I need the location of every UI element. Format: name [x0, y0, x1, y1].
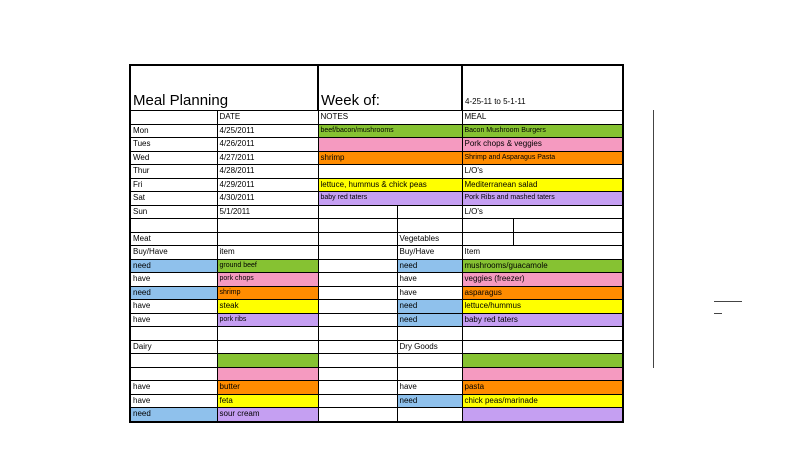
inventory-row [130, 408, 623, 422]
meal-cell[interactable]: Mediterranean salad [462, 178, 623, 192]
day-cell[interactable]: Wed [130, 151, 217, 165]
margin-mark [714, 313, 722, 314]
week-label: Week of: [318, 65, 462, 111]
veg-buyhave-header[interactable]: Buy/Have [397, 246, 462, 260]
dairy-item-cell[interactable] [217, 354, 318, 368]
dry-status-cell[interactable]: have [397, 381, 462, 395]
blank-cell[interactable] [318, 394, 397, 408]
notes-cell[interactable] [318, 165, 462, 179]
vegetables-label[interactable]: Vegetables [397, 232, 462, 246]
meat-item-cell[interactable]: steak [217, 300, 318, 314]
notes-cell[interactable] [318, 138, 462, 152]
blank-cell[interactable] [217, 327, 318, 341]
meat-buyhave-header[interactable]: Buy/Have [130, 246, 217, 260]
meal-cell[interactable]: Pork Ribs and mashed taters [462, 192, 623, 206]
notes-cell[interactable]: baby red taters [318, 192, 462, 206]
veg-status-cell[interactable]: have [397, 286, 462, 300]
schedule-row-fri [130, 178, 623, 192]
dry-item-cell[interactable] [462, 367, 623, 381]
dairy-item-cell[interactable] [217, 367, 318, 381]
margin-mark [714, 301, 742, 302]
date-cell[interactable]: 4/29/2011 [217, 178, 318, 192]
date-cell[interactable]: 4/28/2011 [217, 165, 318, 179]
meat-veg-header-row [130, 246, 623, 260]
blank-cell[interactable] [462, 219, 513, 233]
blank-cell[interactable] [318, 408, 397, 422]
meat-status-cell[interactable]: have [130, 313, 217, 327]
schedule-row-mon [130, 124, 623, 138]
veg-item-cell[interactable]: mushrooms/guacamole [462, 259, 623, 273]
meat-status-cell[interactable]: need [130, 286, 217, 300]
dairy-item-cell[interactable]: sour cream [217, 408, 318, 422]
blank-cell[interactable] [513, 232, 623, 246]
blank-cell[interactable] [318, 259, 397, 273]
dry-status-cell[interactable]: need [397, 394, 462, 408]
dairy-status-cell[interactable]: need [130, 408, 217, 422]
veg-status-cell[interactable]: need [397, 300, 462, 314]
blank-cell[interactable] [318, 219, 397, 233]
schedule-header-row [130, 111, 623, 125]
meat-status-cell[interactable]: have [130, 273, 217, 287]
meal-cell[interactable]: Pork chops & veggies [462, 138, 623, 152]
date-header[interactable]: DATE [217, 111, 318, 125]
meat-label[interactable]: Meat [130, 232, 217, 246]
notes-cell[interactable] [318, 205, 397, 219]
notes-cell[interactable]: shrimp [318, 151, 462, 165]
blank-cell[interactable] [318, 327, 397, 341]
dairy-status-cell[interactable] [130, 367, 217, 381]
blank-cell[interactable] [318, 381, 397, 395]
meal-cell[interactable]: Shrimp and Asparagus Pasta [462, 151, 623, 165]
notes-header[interactable]: NOTES [318, 111, 462, 125]
blank-cell[interactable] [397, 205, 462, 219]
dry-item-cell[interactable]: chick peas/marinade [462, 394, 623, 408]
blank-cell[interactable] [397, 327, 462, 341]
blank-cell[interactable] [217, 219, 318, 233]
spacer-row [130, 219, 623, 233]
dairy-status-cell[interactable]: have [130, 394, 217, 408]
blank-cell[interactable] [217, 340, 318, 354]
dry-item-cell[interactable] [462, 354, 623, 368]
blank-cell[interactable] [513, 219, 623, 233]
meat-status-cell[interactable]: need [130, 259, 217, 273]
dairy-item-cell[interactable]: feta [217, 394, 318, 408]
blank-cell[interactable] [318, 232, 397, 246]
veg-status-cell[interactable]: need [397, 259, 462, 273]
dairy-dry-label-row [130, 340, 623, 354]
blank-cell[interactable] [318, 367, 397, 381]
meal-cell[interactable]: L/O's [462, 205, 623, 219]
meat-item-cell[interactable]: ground beef [217, 259, 318, 273]
blank-cell[interactable] [318, 313, 397, 327]
inventory-row [130, 354, 623, 368]
day-cell[interactable]: Sun [130, 205, 217, 219]
dry-item-cell[interactable] [462, 408, 623, 422]
veg-item-header[interactable]: Item [462, 246, 623, 260]
inventory-row [130, 367, 623, 381]
day-header-cell[interactable] [130, 111, 217, 125]
schedule-row-thur [130, 165, 623, 179]
blank-cell[interactable] [397, 219, 462, 233]
inventory-row [130, 394, 623, 408]
inventory-row [130, 259, 623, 273]
blank-cell[interactable] [130, 219, 217, 233]
meat-item-cell[interactable]: pork chops [217, 273, 318, 287]
date-cell[interactable]: 4/25/2011 [217, 124, 318, 138]
dairy-status-cell[interactable]: have [130, 381, 217, 395]
day-cell[interactable]: Mon [130, 124, 217, 138]
header-row [130, 65, 623, 111]
meat-item-header[interactable]: item [217, 246, 318, 260]
sheet-title: Meal Planning [130, 65, 318, 111]
veg-item-cell[interactable]: lettuce/hummus [462, 300, 623, 314]
date-cell[interactable]: 4/26/2011 [217, 138, 318, 152]
meal-cell[interactable]: Bacon Mushroom Burgers [462, 124, 623, 138]
spacer-row [130, 327, 623, 341]
notes-cell[interactable]: beef/bacon/mushrooms [318, 124, 462, 138]
blank-cell[interactable] [318, 340, 397, 354]
meal-cell[interactable]: L/O's [462, 165, 623, 179]
blank-cell[interactable] [462, 232, 513, 246]
blank-cell[interactable] [318, 354, 397, 368]
blank-cell[interactable] [318, 300, 397, 314]
day-cell[interactable]: Tues [130, 138, 217, 152]
veg-item-cell[interactable]: veggies (freezer) [462, 273, 623, 287]
inventory-row [130, 313, 623, 327]
meat-item-cell[interactable]: pork ribs [217, 313, 318, 327]
inventory-row [130, 286, 623, 300]
inventory-row [130, 300, 623, 314]
blank-cell[interactable] [130, 327, 217, 341]
notes-cell[interactable]: lettuce, hummus & chick peas [318, 178, 462, 192]
inventory-row [130, 273, 623, 287]
dry-item-cell[interactable]: pasta [462, 381, 623, 395]
dairy-label[interactable]: Dairy [130, 340, 217, 354]
date-cell[interactable]: 4/27/2011 [217, 151, 318, 165]
blank-cell[interactable] [318, 286, 397, 300]
dry-status-cell[interactable] [397, 408, 462, 422]
schedule-row-sat [130, 192, 623, 206]
dairy-item-cell[interactable]: butter [217, 381, 318, 395]
veg-item-cell[interactable]: baby red taters [462, 313, 623, 327]
veg-status-cell[interactable]: have [397, 273, 462, 287]
date-cell[interactable]: 5/1/2011 [217, 205, 318, 219]
date-cell[interactable]: 4/30/2011 [217, 192, 318, 206]
inventory-row [130, 381, 623, 395]
schedule-row-wed [130, 151, 623, 165]
schedule-row-sun [130, 205, 623, 219]
meat-item-cell[interactable]: shrimp [217, 286, 318, 300]
dry-status-cell[interactable] [397, 354, 462, 368]
blank-cell[interactable] [217, 232, 318, 246]
meal-planning-sheet [129, 64, 624, 423]
page-break-line [653, 110, 654, 368]
blank-cell[interactable] [318, 246, 397, 260]
dry-goods-label[interactable]: Dry Goods [397, 340, 462, 354]
dry-status-cell[interactable] [397, 367, 462, 381]
meat-veg-label-row [130, 232, 623, 246]
veg-status-cell[interactable]: need [397, 313, 462, 327]
dairy-status-cell[interactable] [130, 354, 217, 368]
meat-status-cell[interactable]: have [130, 300, 217, 314]
day-cell[interactable]: Sat [130, 192, 217, 206]
schedule-row-tues [130, 138, 623, 152]
meal-header[interactable]: MEAL [462, 111, 623, 125]
blank-cell[interactable] [462, 340, 623, 354]
day-cell[interactable]: Thur [130, 165, 217, 179]
blank-cell[interactable] [318, 273, 397, 287]
week-range: 4-25-11 to 5-1-11 [462, 65, 623, 111]
blank-cell[interactable] [462, 327, 623, 341]
day-cell[interactable]: Fri [130, 178, 217, 192]
veg-item-cell[interactable]: asparagus [462, 286, 623, 300]
